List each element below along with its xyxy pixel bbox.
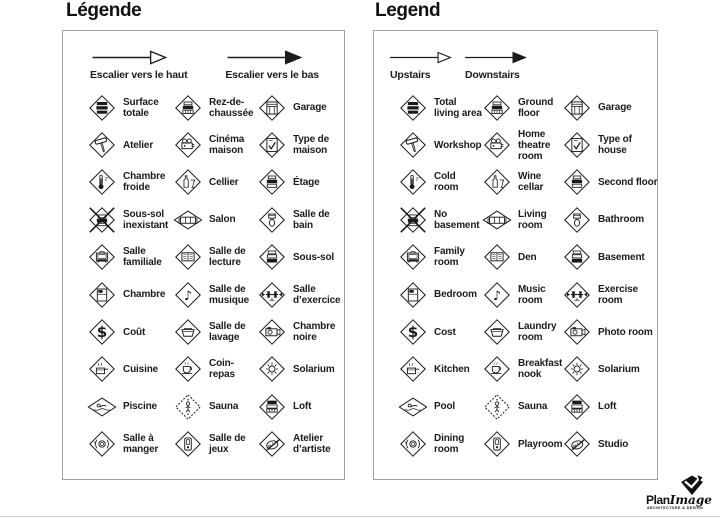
legend-item (482, 426, 562, 463)
loft-icon (257, 392, 287, 422)
garage-icon (562, 93, 592, 123)
legend-item-label: Cinéma maison (209, 134, 245, 157)
solarium-icon (257, 354, 287, 384)
bedroom-icon (398, 280, 428, 310)
legend-item (482, 239, 562, 276)
legend-item-label: Chambre froide (123, 171, 166, 194)
page-title-english: Legend (375, 0, 441, 21)
panel-legend-english (373, 30, 658, 480)
legend-item (482, 276, 562, 313)
legend-item-label: Piscine (123, 401, 157, 413)
legend-item-label: Salle d’exercice (293, 283, 341, 306)
legend-item-label: Breakfast nook (518, 358, 563, 381)
legend-item-label: Solarium (598, 363, 640, 375)
no-basement-icon (398, 205, 428, 235)
legend-item-label: Cuisine (123, 363, 159, 375)
legend-item-label: Chambre (123, 289, 166, 301)
cost-icon (398, 317, 428, 347)
legend-item (257, 426, 345, 463)
legend-item-label: Salle de musique (209, 283, 250, 306)
legend-item-label: No basement (434, 208, 480, 231)
svg-text:2°: 2° (415, 178, 421, 184)
legend-item-label: Home theatre room (518, 128, 551, 162)
stairs-arrows (390, 50, 527, 81)
legend-item-label: Garage (598, 102, 632, 114)
legend-item (87, 164, 173, 201)
legend-item (87, 276, 173, 313)
family-room-icon (398, 242, 428, 272)
music-room-icon (173, 280, 203, 310)
pool-icon (87, 392, 117, 422)
legend-item (173, 351, 257, 388)
svg-text:2°: 2° (104, 178, 110, 184)
legend-item (482, 201, 562, 238)
sauna-icon (173, 392, 203, 422)
legend-item (398, 313, 482, 350)
legend-item-label: Étage (293, 176, 320, 188)
legend-item-label: Surface totale (123, 96, 159, 119)
legend-item-label: Photo room (598, 326, 653, 338)
legend-item (482, 89, 562, 126)
legend-item (562, 239, 658, 276)
legend-item-label: Solarium (293, 363, 335, 375)
legend-item (398, 126, 482, 163)
open-arrow-icon (90, 50, 170, 65)
legend-item-label: Sauna (518, 401, 548, 413)
arrow-upstairs (390, 50, 452, 81)
page-title-french: Légende (66, 0, 142, 21)
legend-item-label: Den (518, 251, 537, 263)
page-bottom-rule (0, 516, 720, 517)
playroom-icon (173, 429, 203, 459)
legend-item (173, 388, 257, 425)
legend-item (173, 276, 257, 313)
ground-floor-icon (173, 93, 203, 123)
arrow-downstairs (225, 50, 319, 81)
svg-text:♪: ♪ (492, 288, 502, 304)
legend-item-label: Sous-sol (293, 251, 335, 263)
legend-item (257, 89, 345, 126)
legend-item (87, 351, 173, 388)
legend-item-label: Workshop (434, 139, 482, 151)
legend-item (257, 276, 345, 313)
svg-text:$: $ (96, 323, 108, 342)
legend-item (257, 239, 345, 276)
workshop-icon (87, 130, 117, 160)
cost-icon (87, 317, 117, 347)
legend-item (257, 126, 345, 163)
legend-item (562, 164, 658, 201)
legend-item (562, 89, 658, 126)
legend-item (398, 426, 482, 463)
legend-item (398, 164, 482, 201)
legend-item-label: Sauna (209, 401, 239, 413)
legend-item (482, 126, 562, 163)
legend-item-label: Bedroom (434, 289, 477, 301)
legend-item (482, 313, 562, 350)
exercise-room-icon (562, 280, 592, 310)
legend-item-label: Kitchen (434, 363, 470, 375)
legend-item (173, 239, 257, 276)
legend-item (173, 89, 257, 126)
total-living-area-icon (87, 93, 117, 123)
legend-item (257, 164, 345, 201)
garage-icon (257, 93, 287, 123)
legend-item (173, 164, 257, 201)
legend-item-label: Total living area (434, 96, 482, 119)
music-room-icon (482, 280, 512, 310)
den-icon (173, 242, 203, 272)
sauna-icon (482, 392, 512, 422)
legend-item-label: Rez-de-chaussée (209, 96, 254, 119)
studio-icon (257, 429, 287, 459)
legend-item (562, 313, 658, 350)
legend-item (87, 201, 173, 238)
dining-room-icon (398, 429, 428, 459)
logo-image-text: Image (669, 493, 712, 507)
legend-item-label: Music room (518, 283, 546, 306)
legend-item (173, 126, 257, 163)
family-room-icon (87, 242, 117, 272)
legend-item-label: Type de maison (293, 134, 329, 157)
logo-tagline: ARCHITECTURE & DESIGN (647, 506, 704, 510)
legend-item (173, 201, 257, 238)
legend-item-label: Chambre noire (293, 321, 336, 344)
workshop-icon (398, 130, 428, 160)
dining-room-icon (87, 429, 117, 459)
second-floor-icon (562, 167, 592, 197)
living-room-icon (482, 205, 512, 235)
legend-item (562, 351, 658, 388)
svg-text:$: $ (407, 323, 419, 342)
legend-item (257, 201, 345, 238)
arrow-upstairs (90, 50, 187, 81)
panel-legend-french (62, 30, 345, 480)
house-type-icon (257, 130, 287, 160)
legend-item (87, 426, 173, 463)
home-theatre-icon (482, 130, 512, 160)
legend-item-label: Salle familiale (123, 246, 162, 269)
svg-text:♪: ♪ (183, 288, 193, 304)
legend-item-label: Atelier (123, 139, 154, 151)
legend-item-label: Cold room (434, 171, 459, 194)
laundry-room-icon (482, 317, 512, 347)
studio-icon (562, 429, 592, 459)
legend-item (482, 351, 562, 388)
pool-icon (398, 392, 428, 422)
legend-item (482, 388, 562, 425)
legend-item (257, 313, 345, 350)
arrow-upstairs-label: Upstairs (390, 69, 431, 81)
legend-item-label: Ground floor (518, 96, 554, 119)
legend-item-label: Cellier (209, 176, 239, 188)
playroom-icon (482, 429, 512, 459)
legend-item (398, 239, 482, 276)
legend-item-label: Family room (434, 246, 465, 269)
legend-item (562, 426, 658, 463)
legend-item-label: Loft (598, 401, 617, 413)
legend-item-label: Atelier d’artiste (293, 433, 331, 456)
stairs-arrows (90, 50, 319, 81)
legend-item (87, 313, 173, 350)
home-theatre-icon (173, 130, 203, 160)
solid-arrow-icon (465, 50, 527, 65)
open-arrow-icon (390, 50, 452, 65)
legend-item-label: Salle à manger (123, 433, 159, 456)
bathroom-icon (257, 205, 287, 235)
legend-item (482, 164, 562, 201)
legend-grid-english (398, 89, 658, 463)
cold-room-icon (87, 167, 117, 197)
arrow-downstairs-label: Downstairs (465, 69, 520, 81)
breakfast-nook-icon (482, 354, 512, 384)
arrow-upstairs-label: Escalier vers le haut (90, 69, 188, 81)
basement-icon (257, 242, 287, 272)
den-icon (482, 242, 512, 272)
legend-item-label: Playroom (518, 438, 563, 450)
legend-item (87, 388, 173, 425)
legend-item (87, 126, 173, 163)
legend-item-label: Salle de bain (293, 208, 330, 231)
legend-item (173, 426, 257, 463)
legend-item-label: Second floor (598, 176, 658, 188)
legend-item-label: Salle de lecture (209, 246, 246, 269)
legend-item-label: Dining room (434, 433, 465, 456)
wine-cellar-icon (482, 167, 512, 197)
legend-item (398, 89, 482, 126)
kitchen-icon (87, 354, 117, 384)
legend-item-label: Basement (598, 251, 645, 263)
legend-item-label: Sous-sol inexistant (123, 208, 169, 231)
ground-floor-icon (482, 93, 512, 123)
legend-item (257, 388, 345, 425)
legend-item (562, 276, 658, 313)
kitchen-icon (398, 354, 428, 384)
legend-item (398, 276, 482, 313)
logo-plan-text: Plan (646, 493, 670, 507)
photo-room-icon (257, 317, 287, 347)
legend-grid-french (87, 89, 345, 463)
solarium-icon (562, 354, 592, 384)
legend-item (398, 351, 482, 388)
legend-item-label: Coin-repas (209, 358, 235, 381)
legend-item-label: Salle de jeux (209, 433, 246, 456)
photo-room-icon (562, 317, 592, 347)
laundry-room-icon (173, 317, 203, 347)
loft-icon (562, 392, 592, 422)
legend-item-label: Pool (434, 401, 456, 413)
planimage-logo (645, 474, 717, 518)
legend-item-label: Garage (293, 102, 327, 114)
solid-arrow-icon (225, 50, 305, 65)
exercise-room-icon (257, 280, 287, 310)
legend-item (562, 201, 658, 238)
wine-cellar-icon (173, 167, 203, 197)
legend-item-label: Laundry room (518, 321, 557, 344)
cold-room-icon (398, 167, 428, 197)
legend-item-label: Loft (293, 401, 312, 413)
bedroom-icon (87, 280, 117, 310)
bathroom-icon (562, 205, 592, 235)
house-type-icon (562, 130, 592, 160)
arrow-downstairs (465, 50, 527, 81)
legend-item-label: Type of house (598, 134, 632, 157)
legend-item (398, 388, 482, 425)
legend-item (257, 351, 345, 388)
arrow-downstairs-label: Escalier vers le bas (225, 69, 319, 81)
legend-item (562, 388, 658, 425)
no-basement-icon (87, 205, 117, 235)
basement-icon (562, 242, 592, 272)
legend-item-label: Coût (123, 326, 146, 338)
legend-item (87, 89, 173, 126)
legend-item-label: Salon (209, 214, 236, 226)
legend-item-label: Bathroom (598, 214, 645, 226)
legend-item (562, 126, 658, 163)
legend-item-label: Cost (434, 326, 456, 338)
legend-item-label: Living room (518, 208, 547, 231)
legend-item (398, 201, 482, 238)
legend-item-label: Studio (598, 438, 629, 450)
legend-item-label: Exercise room (598, 283, 638, 306)
legend-item-label: Salle de lavage (209, 321, 246, 344)
legend-item-label: Wine cellar (518, 171, 544, 194)
total-living-area-icon (398, 93, 428, 123)
legend-item (87, 239, 173, 276)
breakfast-nook-icon (173, 354, 203, 384)
living-room-icon (173, 205, 203, 235)
second-floor-icon (257, 167, 287, 197)
legend-item (173, 313, 257, 350)
